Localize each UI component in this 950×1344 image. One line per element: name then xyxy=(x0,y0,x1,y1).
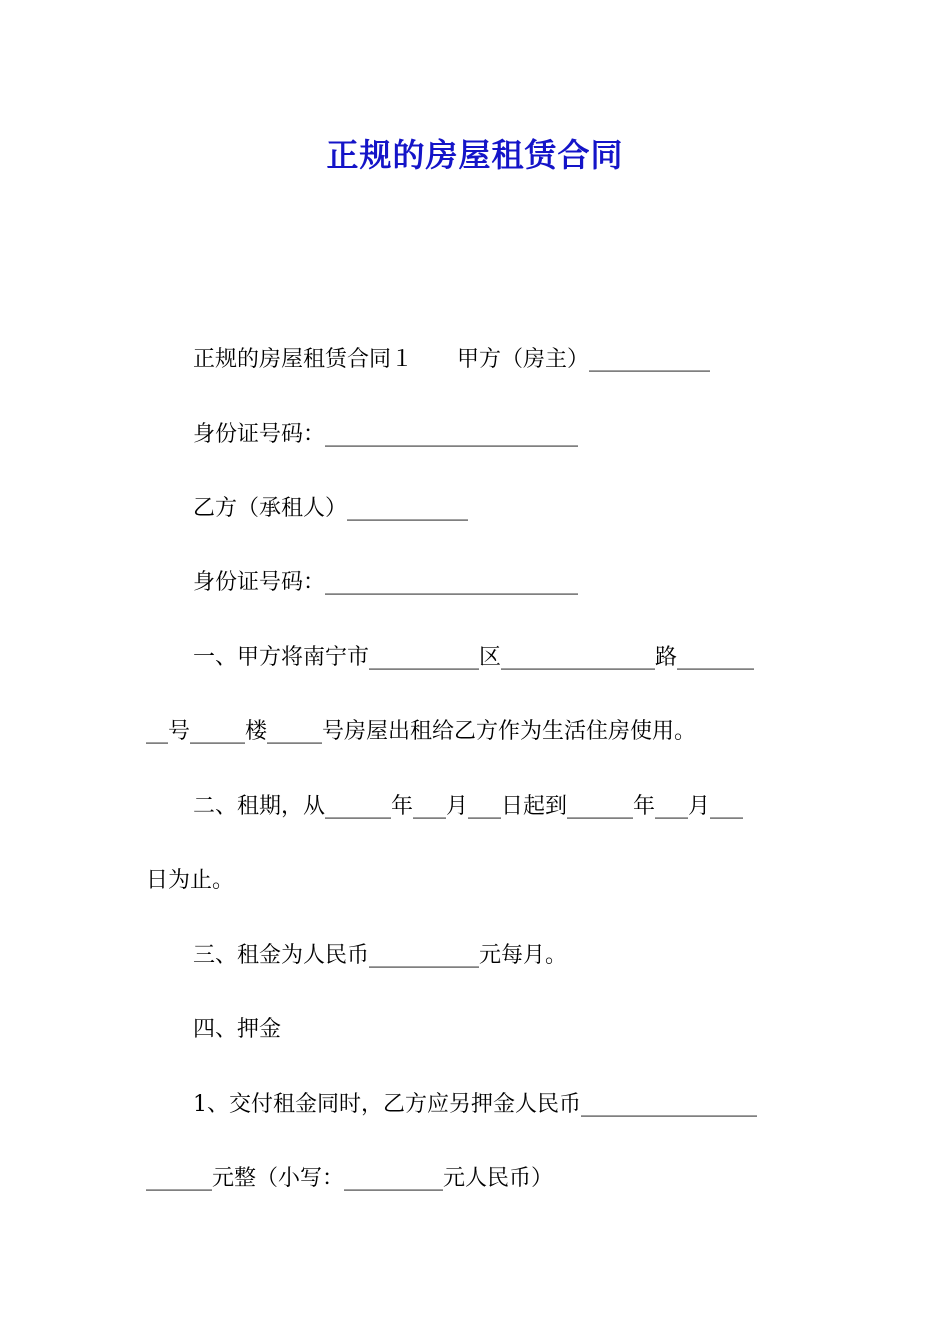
party-b-id-line: 身份证号码：_______________________ xyxy=(193,570,579,595)
document-title: 正规的房屋租赁合同 xyxy=(326,136,624,174)
party-a-line: 正规的房屋租赁合同１ 甲方（房主）___________ xyxy=(193,347,711,372)
clause-3-line: 三、租金为人民币__________元每月。 xyxy=(193,943,568,968)
clause-1-line-1: 一、甲方将南宁市__________区______________路_______ xyxy=(193,645,755,670)
clause-1-line-2: __号_____楼_____号房屋出租给乙方作为生活住房使用。 xyxy=(146,719,697,744)
clause-4-heading: 四、押金 xyxy=(193,1017,282,1042)
party-b-line: 乙方（承租人）___________ xyxy=(193,496,469,521)
clause-4-1-line-2: ______元整（小写：_________元人民币） xyxy=(146,1166,554,1191)
clause-2-line-1: 二、租期，从______年___月___日起到______年___月___ xyxy=(193,794,744,819)
clause-2-line-2: 日为止。 xyxy=(146,868,235,893)
clause-4-1-line-1: 1、交付租金同时，乙方应另押金人民币________________ xyxy=(193,1092,757,1117)
party-a-id-line: 身份证号码：_______________________ xyxy=(193,422,579,447)
